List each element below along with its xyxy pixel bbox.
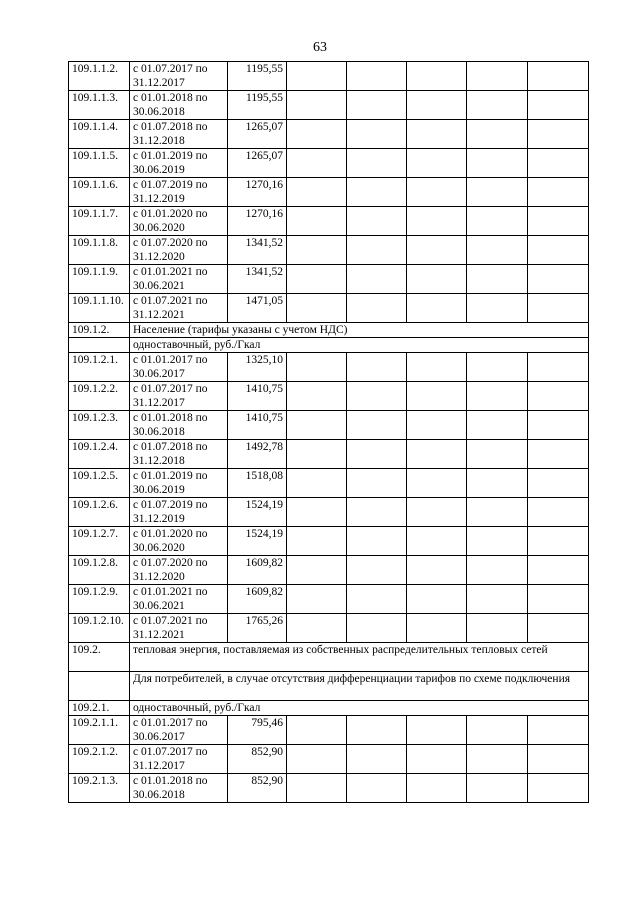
- table-row: [69, 643, 589, 672]
- empty-cell: [347, 265, 407, 294]
- empty-cell: [347, 91, 407, 120]
- empty-cell: [528, 91, 589, 120]
- section-heading: тепловая энергия, поставляемая из собственных распределительных тепловых сетей: [130, 643, 589, 672]
- row-code: 109.1.1.9.: [69, 265, 130, 294]
- period-cell: с 01.07.2018 по 31.12.2018: [130, 440, 228, 469]
- table-row: [69, 338, 589, 353]
- table-row: [69, 527, 589, 556]
- empty-cell: [467, 716, 528, 745]
- empty-cell: [528, 440, 589, 469]
- period-cell: с 01.01.2018 по 30.06.2018: [130, 91, 228, 120]
- empty-cell: [467, 527, 528, 556]
- empty-cell: [467, 585, 528, 614]
- period-cell: с 01.01.2021 по 30.06.2021: [130, 585, 228, 614]
- empty-cell: [347, 774, 407, 803]
- tariff-value: 1524,19: [228, 527, 287, 556]
- empty-cell: [407, 353, 467, 382]
- row-code: 109.1.1.10.: [69, 294, 130, 323]
- tariff-value: 795,46: [228, 716, 287, 745]
- row-code: 109.1.2.1.: [69, 353, 130, 382]
- empty-cell: [347, 207, 407, 236]
- empty-cell: [467, 207, 528, 236]
- tariff-value: 1325,10: [228, 353, 287, 382]
- table-row: [69, 411, 589, 440]
- row-code: 109.1.1.5.: [69, 149, 130, 178]
- period-cell: с 01.07.2019 по 31.12.2019: [130, 498, 228, 527]
- period-cell: с 01.07.2021 по 31.12.2021: [130, 294, 228, 323]
- row-code: 109.2.1.2.: [69, 745, 130, 774]
- table-row: [69, 294, 589, 323]
- empty-cell: [528, 498, 589, 527]
- empty-cell: [467, 91, 528, 120]
- empty-cell: [467, 294, 528, 323]
- empty-cell: [407, 469, 467, 498]
- row-code: 109.1.2.6.: [69, 498, 130, 527]
- table-row: [69, 672, 589, 701]
- empty-cell: [467, 265, 528, 294]
- tariff-table: [68, 61, 589, 803]
- row-code: 109.1.1.3.: [69, 91, 130, 120]
- empty-cell: [407, 236, 467, 265]
- empty-cell: [287, 178, 347, 207]
- empty-cell: [347, 745, 407, 774]
- empty-cell: [528, 265, 589, 294]
- page-number: 63: [313, 40, 327, 55]
- row-code: 109.2.1.1.: [69, 716, 130, 745]
- empty-cell: [528, 120, 589, 149]
- empty-cell: [287, 585, 347, 614]
- row-code: 109.2.: [69, 643, 130, 672]
- empty-cell: [467, 469, 528, 498]
- period-cell: с 01.07.2017 по 31.12.2017: [130, 745, 228, 774]
- table-row: [69, 353, 589, 382]
- tariff-value: 1410,75: [228, 411, 287, 440]
- row-code: 109.1.2.5.: [69, 469, 130, 498]
- empty-cell: [407, 498, 467, 527]
- empty-cell: [287, 745, 347, 774]
- period-cell: с 01.07.2019 по 31.12.2019: [130, 178, 228, 207]
- empty-cell: [287, 556, 347, 585]
- empty-cell: [467, 120, 528, 149]
- tariff-value: 1270,16: [228, 207, 287, 236]
- empty-cell: [467, 62, 528, 91]
- period-cell: с 01.07.2021 по 31.12.2021: [130, 614, 228, 643]
- empty-cell: [347, 716, 407, 745]
- empty-cell: [528, 556, 589, 585]
- period-cell: с 01.07.2020 по 31.12.2020: [130, 236, 228, 265]
- empty-cell: [287, 149, 347, 178]
- row-code: 109.1.2.10.: [69, 614, 130, 643]
- empty-cell: [407, 265, 467, 294]
- row-code: 109.1.2.: [69, 323, 130, 338]
- empty-cell: [467, 774, 528, 803]
- empty-cell: [528, 149, 589, 178]
- empty-cell: [287, 440, 347, 469]
- tariff-value: 1270,16: [228, 178, 287, 207]
- table-row: [69, 91, 589, 120]
- empty-cell: [287, 411, 347, 440]
- period-cell: с 01.07.2020 по 31.12.2020: [130, 556, 228, 585]
- period-cell: с 01.01.2019 по 30.06.2019: [130, 469, 228, 498]
- period-cell: с 01.01.2017 по 30.06.2017: [130, 716, 228, 745]
- period-cell: с 01.01.2021 по 30.06.2021: [130, 265, 228, 294]
- tariff-value: 1265,07: [228, 120, 287, 149]
- empty-cell: [347, 382, 407, 411]
- empty-cell: [407, 774, 467, 803]
- empty-cell: [287, 236, 347, 265]
- empty-cell: [407, 585, 467, 614]
- section-heading: Население (тарифы указаны с учетом НДС): [130, 323, 589, 338]
- row-code: 109.1.2.7.: [69, 527, 130, 556]
- empty-cell: [287, 91, 347, 120]
- empty-cell: [467, 440, 528, 469]
- row-code: 109.1.2.4.: [69, 440, 130, 469]
- tariff-value: 1410,75: [228, 382, 287, 411]
- tariff-value: 852,90: [228, 774, 287, 803]
- empty-cell: [347, 614, 407, 643]
- tariff-value: 1518,08: [228, 469, 287, 498]
- empty-cell: [287, 62, 347, 91]
- tariff-value: 1609,82: [228, 556, 287, 585]
- empty-cell: [467, 353, 528, 382]
- table-row: [69, 585, 589, 614]
- empty-cell: [528, 614, 589, 643]
- row-code: 109.2.1.: [69, 701, 130, 716]
- table-row: [69, 178, 589, 207]
- tariff-value: 1195,55: [228, 62, 287, 91]
- empty-cell: [347, 178, 407, 207]
- tariff-value: 1492,78: [228, 440, 287, 469]
- empty-cell: [407, 614, 467, 643]
- empty-cell: [528, 469, 589, 498]
- empty-cell: [347, 411, 407, 440]
- period-cell: с 01.01.2018 по 30.06.2018: [130, 774, 228, 803]
- tariff-value: 1609,82: [228, 585, 287, 614]
- empty-cell: [287, 469, 347, 498]
- row-code: 109.1.2.2.: [69, 382, 130, 411]
- empty-cell: [407, 440, 467, 469]
- empty-cell: [467, 411, 528, 440]
- empty-cell: [407, 120, 467, 149]
- row-code: 109.1.2.9.: [69, 585, 130, 614]
- row-code: 109.1.1.7.: [69, 207, 130, 236]
- empty-cell: [287, 353, 347, 382]
- section-heading: одноставочный, руб./Гкал: [130, 338, 589, 353]
- empty-cell: [347, 294, 407, 323]
- empty-cell: [467, 556, 528, 585]
- period-cell: с 01.01.2020 по 30.06.2020: [130, 207, 228, 236]
- period-cell: с 01.01.2020 по 30.06.2020: [130, 527, 228, 556]
- tariff-value: 1524,19: [228, 498, 287, 527]
- tariff-value: 1341,52: [228, 265, 287, 294]
- period-cell: с 01.01.2019 по 30.06.2019: [130, 149, 228, 178]
- empty-cell: [528, 411, 589, 440]
- empty-cell: [467, 498, 528, 527]
- table-row: [69, 149, 589, 178]
- empty-cell: [528, 774, 589, 803]
- table-row: [69, 265, 589, 294]
- empty-cell: [407, 382, 467, 411]
- table-row: [69, 716, 589, 745]
- empty-cell: [528, 382, 589, 411]
- empty-cell: [528, 294, 589, 323]
- row-code: 109.1.2.8.: [69, 556, 130, 585]
- empty-cell: [287, 382, 347, 411]
- empty-cell: [347, 469, 407, 498]
- empty-cell: [467, 614, 528, 643]
- empty-cell: [287, 265, 347, 294]
- row-code: 109.1.1.2.: [69, 62, 130, 91]
- empty-cell: [407, 411, 467, 440]
- tariff-value: 1765,26: [228, 614, 287, 643]
- empty-cell: [347, 120, 407, 149]
- empty-cell: [347, 527, 407, 556]
- table-row: [69, 469, 589, 498]
- empty-cell: [407, 716, 467, 745]
- empty-cell: [347, 440, 407, 469]
- empty-cell: [287, 294, 347, 323]
- row-code: [69, 338, 130, 353]
- empty-cell: [347, 556, 407, 585]
- empty-cell: [407, 62, 467, 91]
- empty-cell: [287, 614, 347, 643]
- table-row: [69, 323, 589, 338]
- table-row: [69, 701, 589, 716]
- empty-cell: [287, 120, 347, 149]
- empty-cell: [528, 236, 589, 265]
- empty-cell: [407, 294, 467, 323]
- row-code: 109.2.1.3.: [69, 774, 130, 803]
- empty-cell: [467, 236, 528, 265]
- table-row: [69, 62, 589, 91]
- empty-cell: [347, 149, 407, 178]
- empty-cell: [528, 716, 589, 745]
- table-row: [69, 556, 589, 585]
- empty-cell: [347, 353, 407, 382]
- empty-cell: [528, 585, 589, 614]
- table-row: [69, 236, 589, 265]
- tariff-value: 1195,55: [228, 91, 287, 120]
- empty-cell: [407, 207, 467, 236]
- empty-cell: [528, 353, 589, 382]
- table-row: [69, 382, 589, 411]
- row-code: [69, 672, 130, 701]
- table-row: [69, 207, 589, 236]
- empty-cell: [528, 178, 589, 207]
- empty-cell: [347, 236, 407, 265]
- empty-cell: [287, 527, 347, 556]
- table-row: [69, 774, 589, 803]
- empty-cell: [528, 207, 589, 236]
- tariff-table-body: [69, 62, 589, 803]
- period-cell: с 01.01.2018 по 30.06.2018: [130, 411, 228, 440]
- empty-cell: [407, 178, 467, 207]
- table-row: [69, 498, 589, 527]
- period-cell: с 01.07.2017 по 31.12.2017: [130, 62, 228, 91]
- empty-cell: [407, 556, 467, 585]
- empty-cell: [287, 716, 347, 745]
- row-code: 109.1.1.6.: [69, 178, 130, 207]
- section-heading: Для потребителей, в случае отсутствия дифференциации тарифов по схеме подключения: [130, 672, 589, 701]
- empty-cell: [347, 585, 407, 614]
- table-row: [69, 745, 589, 774]
- period-cell: с 01.01.2017 по 30.06.2017: [130, 353, 228, 382]
- empty-cell: [347, 62, 407, 91]
- empty-cell: [467, 382, 528, 411]
- tariff-value: 1471,05: [228, 294, 287, 323]
- empty-cell: [467, 149, 528, 178]
- tariff-value: 852,90: [228, 745, 287, 774]
- empty-cell: [407, 527, 467, 556]
- empty-cell: [287, 498, 347, 527]
- empty-cell: [528, 62, 589, 91]
- row-code: 109.1.1.8.: [69, 236, 130, 265]
- empty-cell: [467, 178, 528, 207]
- empty-cell: [528, 745, 589, 774]
- row-code: 109.1.1.4.: [69, 120, 130, 149]
- empty-cell: [407, 745, 467, 774]
- empty-cell: [407, 149, 467, 178]
- table-row: [69, 440, 589, 469]
- table-row: [69, 120, 589, 149]
- tariff-value: 1341,52: [228, 236, 287, 265]
- empty-cell: [407, 91, 467, 120]
- empty-cell: [528, 527, 589, 556]
- period-cell: с 01.07.2018 по 31.12.2018: [130, 120, 228, 149]
- empty-cell: [287, 207, 347, 236]
- section-heading: одноставочный, руб./Гкал: [130, 701, 589, 716]
- empty-cell: [347, 498, 407, 527]
- empty-cell: [287, 774, 347, 803]
- tariff-value: 1265,07: [228, 149, 287, 178]
- empty-cell: [467, 745, 528, 774]
- row-code: 109.1.2.3.: [69, 411, 130, 440]
- period-cell: с 01.07.2017 по 31.12.2017: [130, 382, 228, 411]
- table-row: [69, 614, 589, 643]
